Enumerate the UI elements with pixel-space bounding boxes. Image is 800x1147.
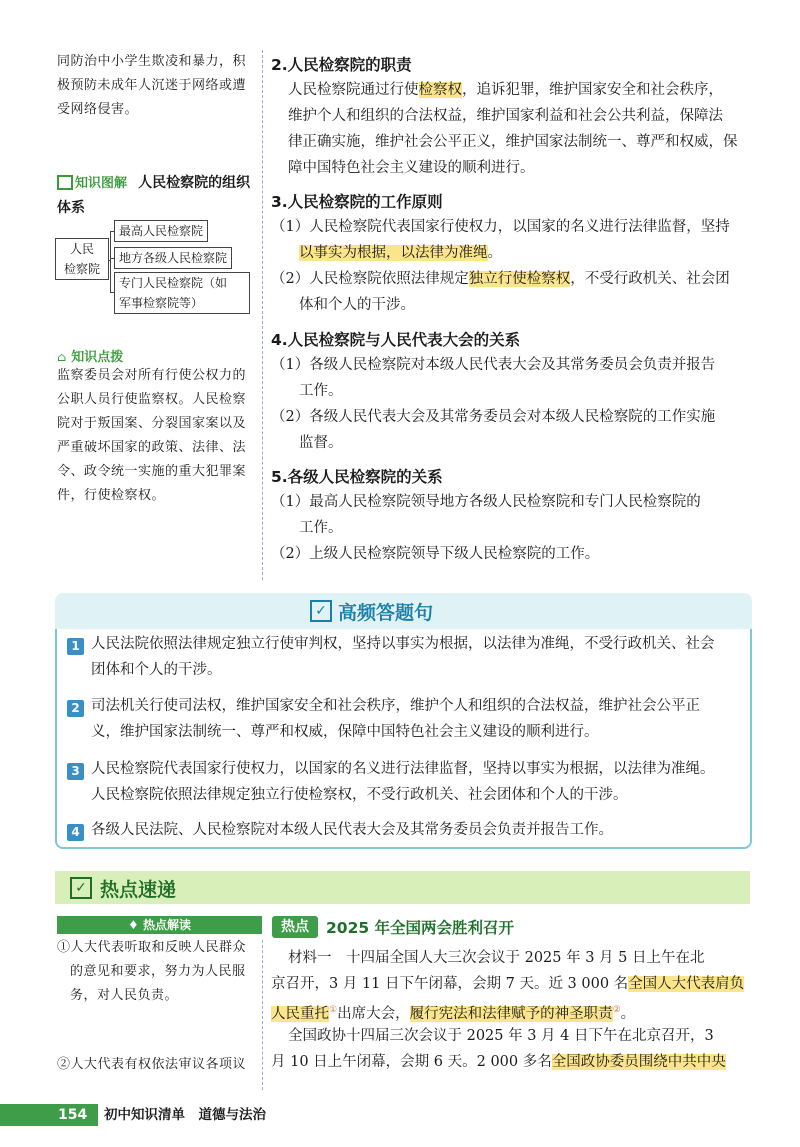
- check-icon: ✓: [70, 877, 92, 899]
- section-4-body: （1）各级人民检察院对本级人民代表大会及其常务委员会负责并报告 工作。 （2）各级人民代表大会及其常务委员会对本级人民检察院的工作实施 监督。: [271, 357, 716, 451]
- section-5-title: 5.各级人民检察院的关系: [271, 468, 443, 486]
- tip-icon: ⌂: [57, 350, 67, 364]
- answer-item-4: 各级人民法院、人民检察院对本级人民代表大会及其常务委员会负责并报告工作。: [91, 822, 613, 838]
- hot-section-title: 热点速递: [100, 879, 177, 901]
- diagram-node-supreme: 最高人民检察院: [114, 220, 208, 242]
- tip-header: ⌂ 知识点拨: [57, 350, 124, 365]
- hot-headline: 2025 年全国两会胜利召开: [326, 919, 515, 937]
- diagram-root: 人民 检察院: [55, 238, 109, 280]
- answer-item-1: 人民法院依照法律规定独立行使审判权，坚持以事实为根据，以法律为准绳，不受行政机关、社会 团体和个人的干涉。: [91, 636, 715, 678]
- section-2-body: 人民检察院通过行使检察权，追诉犯罪，维护国家安全和社会秩序， 维护个人和组织的合法权益，维护国家利益和社会公共利益，保障法 律正确实施，维护社会公平正义，维护国家法制统一、尊严和权威，保 障中国特色社会主义建设的顺利进行。: [288, 82, 738, 176]
- material-1: 材料一 十四届全国人大三次会议于 2025 年 3 月 5 日上午在北 京召开，3 月 11 日下午闭幕，会期 7 天。近 3 000 名全国人大代表肩负 人民重托①出席大会，履行宪法和法律赋予的神圣职责②。: [271, 950, 745, 1022]
- hot-interpretation-header: ♦ 热点解读: [57, 916, 262, 934]
- column-divider: [262, 50, 264, 580]
- hot-interpretation-2: ②人大代表有权依法审议各项议: [57, 1057, 247, 1072]
- section-3-body: （1）人民检察院代表国家行使权力，以国家的名义进行法律监督，坚持 以事实为根据，以法律为准绳。 （2）人民检察院依照法律规定独立行使检察权，不受行政机关、社会团 体和个人的干涉。: [271, 219, 730, 313]
- section-2-title: 2.人民检察院的职责: [271, 56, 412, 74]
- page-number: 154: [58, 1107, 88, 1123]
- diagram-icon: [57, 175, 73, 190]
- hot-tag: 热点: [272, 916, 318, 938]
- diagram-node-special: 专门人民检察院（如 军事检察院等）: [114, 272, 250, 314]
- answer-item-2: 司法机关行使司法权，维护国家安全和社会秩序，维护个人和组织的合法权益，维护社会公平正 义，维护国家法制统一、尊严和权威，保障中国特色社会主义建设的顺利进行。: [91, 698, 700, 740]
- item-number: 3: [67, 763, 84, 780]
- hot-interpretation-body: ①人大代表听取和反映人民群众 的意见和要求，努力为人民服 务，对人民负责。: [57, 940, 247, 1003]
- item-number: 2: [67, 700, 84, 717]
- flame-icon: ♦: [128, 918, 143, 932]
- answer-item-3: 人民检察院代表国家行使权力，以国家的名义进行法律监督，坚持以事实为根据，以法律为准绳。 人民检察院依照法律规定独立行使检察权，不受行政机关、社会团体和个人的干涉。: [91, 761, 715, 803]
- section-4-title: 4.人民检察院与人民代表大会的关系: [271, 331, 521, 349]
- footer-title: 初中知识清单 道德与法治: [104, 1107, 266, 1123]
- tip-body: 监察委员会对所有行使公权力的 公职人员行使监察权。人民检察 院对于叛国案、分裂国家案以及 严重破坏国家的政策、法律、法 令、政令统一实施的重大犯罪案 件，行使检察权。: [57, 368, 247, 503]
- check-icon: ✓: [310, 600, 332, 622]
- answer-panel-title: 高频答题句: [338, 602, 434, 624]
- item-number: 1: [67, 638, 84, 655]
- hot-divider: [262, 940, 264, 1090]
- sidebar-intro: 同防治中小学生欺凌和暴力，积 极预防未成年人沉迷于网络或遭 受网络侵害。: [57, 54, 247, 117]
- section-5-body: （1）最高人民检察院领导地方各级人民检察院和专门人民检察院的 工作。 （2）上级人民检察院领导下级人民检察院的工作。: [271, 494, 701, 562]
- diagram-node-local: 地方各级人民检察院: [114, 247, 232, 269]
- diagram-header: 知识图解 人民检察院的组织 体系: [57, 175, 251, 216]
- section-3-title: 3.人民检察院的工作原则: [271, 193, 443, 211]
- item-number: 4: [67, 824, 84, 841]
- material-2: 全国政协十四届三次会议于 2025 年 3 月 4 日下午在北京召开，3 月 10 日上午闭幕，会期 6 天。2 000 多名全国政协委员围绕中共中央: [271, 1028, 726, 1070]
